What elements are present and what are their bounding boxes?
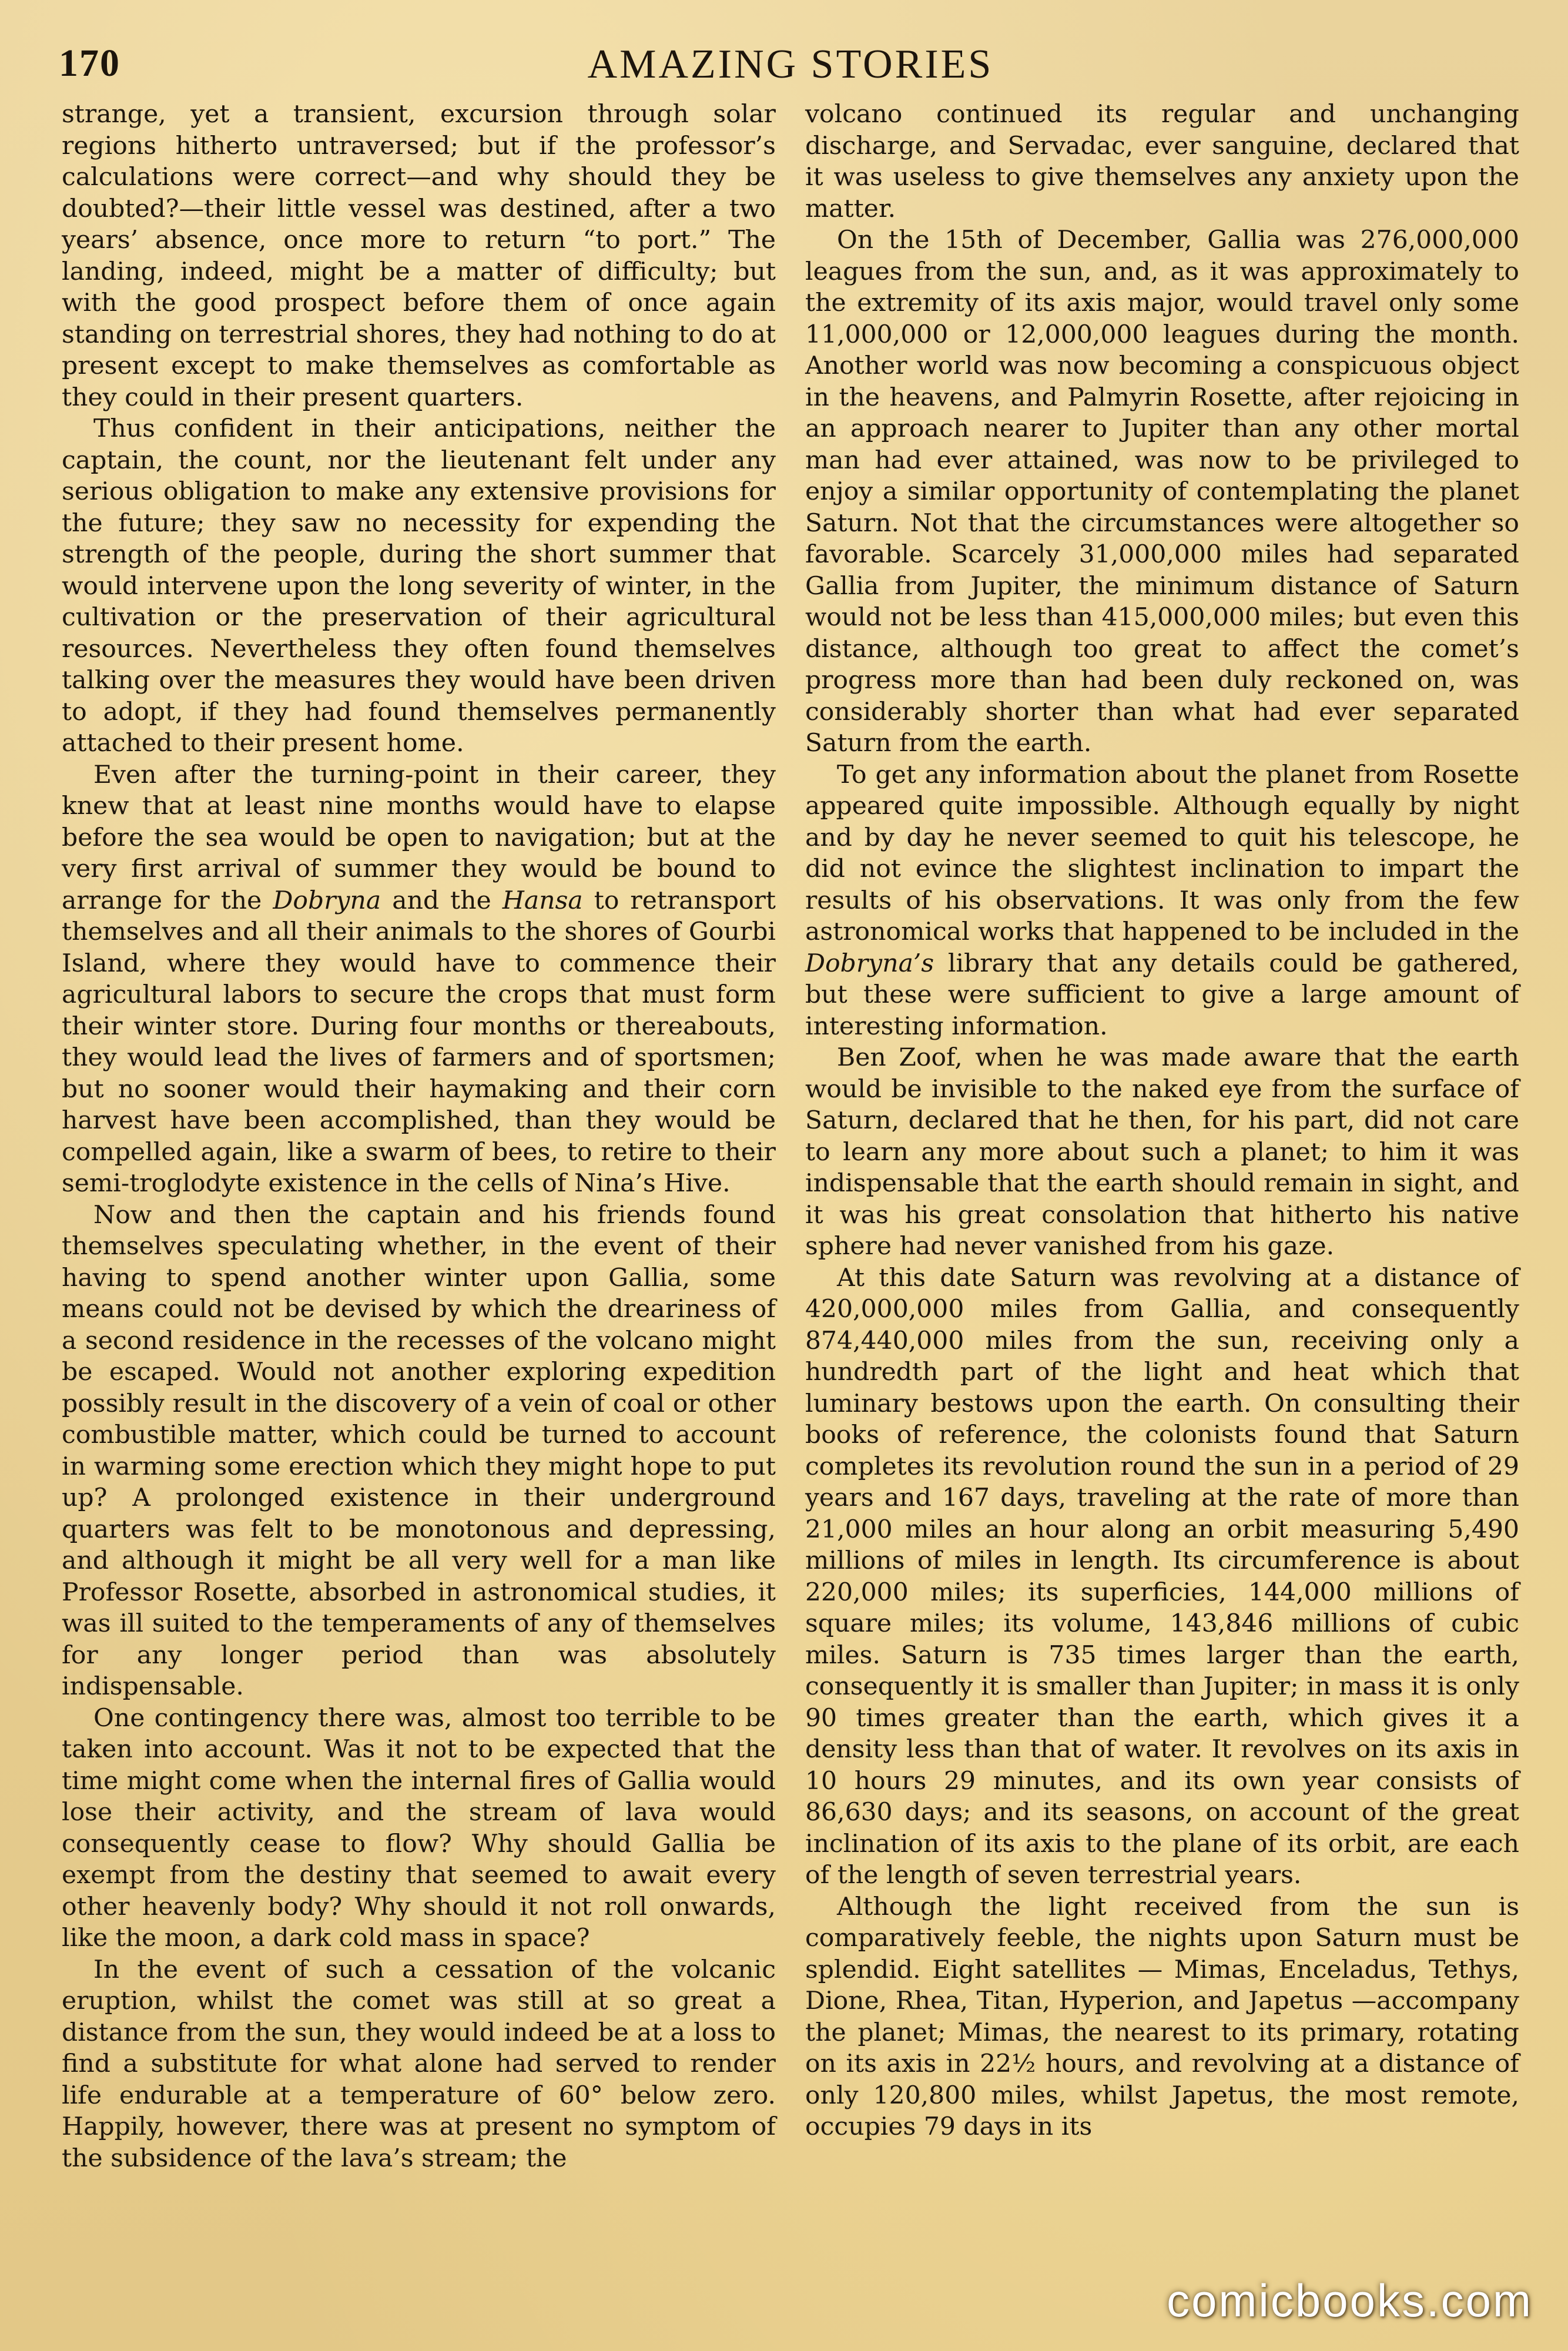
watermark-link[interactable]: comicbooks.com xyxy=(1167,2275,1533,2326)
paragraph: Even after the turning-point in their career, they knew that at least nine months would have to elapse before the sea would be open to navigation; but at the very first arrival of summer they would be bound to arrange for the Dobryna and the Hansa to retransport themselves and all their animals to the shores of Gourbi Island, where they would have to commence their agricultural labors to secure the crops that must form their winter store. During four months or thereabouts, they would lead the lives of farmers and of sportsmen; but no sooner would their haymaking and their corn harvest have been accomplished, than they would be compelled again, like a swarm of bees, to retire to their semi-troglodyte existence in the cells of Nina’s Hive. xyxy=(62,760,776,1198)
paragraph: Ben Zoof, when he was made aware that the earth would be invisible to the naked eye from the surface of Saturn, declared that he then, for his part, did not care to learn any more about such a planet; to him it was indispensable that the earth should remain in sight, and it was his great consolation that hitherto his native sphere had never vanished from his gaze. xyxy=(805,1043,1519,1261)
left-text-column xyxy=(62,99,776,2174)
paragraph: One contingency there was, almost too terrible to be taken into account. Was it not to be expected that the time might come when the internal fires of Gallia would lose their activity, and the stream of lava would consequently cease to flow? Why should Gallia be exempt from the destiny that seemed to await every other heavenly body? Why should it not roll onwards, like the moon, a dark cold mass in space? xyxy=(62,1703,776,1953)
page-number: 170 xyxy=(59,42,120,85)
paragraph: Although the light received from the sun is comparatively feeble, the nights upon Saturn must be splendid. Eight satellites — Mimas, Enceladus, Tethys, Dione, Rhea, Titan, Hyperion, and Japetus —accompany the planet; Mimas, the nearest to its primary, rotating on its axis in 22½ hours, and revolving at a distance of only 120,800 miles, whilst Japetus, the most remote, occupies 79 days in its xyxy=(805,1892,1519,2141)
magazine-title: AMAZING STORIES xyxy=(587,42,994,87)
paragraph: Now and then the captain and his friends found themselves speculating whether, in the event of their having to spend another winter upon Gallia, some means could not be devised by which the dreariness of a second residence in the recesses of the volcano might be escaped. Would not another exploring expedition possibly result in the discovery of a vein of coal or other combustible matter, which could be turned to account in warming some erection which they might hope to put up? A prolonged existence in their underground quarters was felt to be monotonous and depressing, and although it might be all very well for a man like Professor Rosette, absorbed in astronomical studies, it was ill suited to the temperaments of any of themselves for any longer period than was absolutely indispensable. xyxy=(62,1200,776,1701)
right-text-column xyxy=(805,99,1519,2143)
paragraph: strange, yet a transient, excursion through solar regions hitherto untraversed; but if the professor’s calculations were correct—and why should they be doubted?—their little vessel was destined, after a two years’ absence, once more to return “to port.” The landing, indeed, might be a matter of difficulty; but with the good prospect before them of once again standing on terrestrial shores, they had nothing to do at present except to make themselves as comfortable as they could in their present quarters. xyxy=(62,100,776,412)
paragraph: To get any information about the planet from Rosette appeared quite impossible. Although equally by night and by day he never seemed to quit his telescope, he did not evince the slightest inclination to impart the results of his observations. It was only from the few astronomical works that happened to be included in the Dobryna’s library that any details could be gathered, but these were sufficient to give a large amount of interesting information. xyxy=(805,760,1519,1041)
paragraph: On the 15th of December, Gallia was 276,000,000 leagues from the sun, and, as it was approximately to the extremity of its axis major, would travel only some 11,000,000 or 12,000,000 leagues during the month. Another world was now becoming a conspicuous object in the heavens, and Palmyrin Rosette, after rejoicing in an approach nearer to Jupiter than any other mortal man had ever attained, was now to be privileged to enjoy a similar opportunity of contemplating the planet Saturn. Not that the circumstances were altogether so favorable. Scarcely 31,000,000 miles had separated Gallia from Jupiter, the minimum distance of Saturn would not be less than 415,000,000 miles; but even this distance, although too great to affect the comet’s progress more than had been duly reckoned on, was considerably shorter than what had ever separated Saturn from the earth. xyxy=(805,226,1519,758)
paragraph: At this date Saturn was revolving at a distance of 420,000,000 miles from Gallia, and consequently 874,440,000 miles from the sun, receiving only a hundredth part of the light and heat which that luminary bestows upon the earth. On consulting their books of reference, the colonists found that Saturn completes its revolution round the sun in a period of 29 years and 167 days, traveling at the rate of more than 21,000 miles an hour along an orbit measuring 5,490 millions of miles in length. Its circumference is about 220,000 miles; its superficies, 144,000 millions of square miles; its volume, 143,846 millions of cubic miles. Saturn is 735 times larger than the earth, consequently it is smaller than Jupiter; in mass it is only 90 times greater than the earth, which gives it a density less than that of water. It revolves on its axis in 10 hours 29 minutes, and its own year consists of 86,630 days; and its seasons, on account of the great inclination of its axis to the plane of its orbit, are each of the length of seven terrestrial years. xyxy=(805,1263,1519,1890)
paragraph: volcano continued its regular and unchanging discharge, and Servadac, ever sanguine, declared that it was useless to give themselves any anxiety upon the matter. xyxy=(805,100,1519,223)
paragraph: In the event of such a cessation of the volcanic eruption, whilst the comet was still at so great a distance from the sun, they would indeed be at a loss to find a substitute for what alone had served to render life endurable at a temperature of 60° below zero. Happily, however, there was at present no symptom of the subsidence of the lava’s stream; the xyxy=(62,1955,776,2173)
paragraph: Thus confident in their anticipations, neither the captain, the count, nor the lieutenant felt under any serious obligation to make any extensive provisions for the future; they saw no necessity for expending the strength of the people, during the short summer that would intervene upon the long severity of winter, in the cultivation or the preservation of their agricultural resources. Nevertheless they often found themselves talking over the measures they would have been driven to adopt, if they had found themselves permanently attached to their present home. xyxy=(62,414,776,758)
page-header xyxy=(59,35,1522,106)
